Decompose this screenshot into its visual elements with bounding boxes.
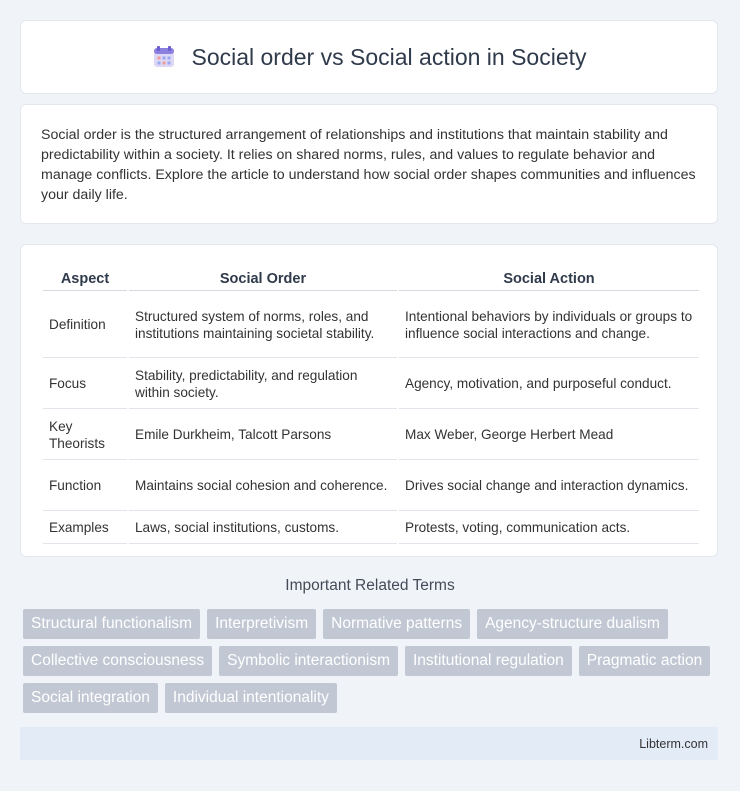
cell-social-order: Maintains social cohesion and coherence. [129, 462, 397, 511]
table-row [43, 360, 699, 409]
footer-site-link[interactable]: Libterm.com [639, 736, 708, 751]
cell-social-action: Intentional behaviors by individuals or groups to influence social interactions and change. [399, 293, 699, 358]
related-term-tag[interactable]: Pragmatic action [579, 646, 710, 676]
related-term-tag[interactable]: Individual intentionality [165, 683, 337, 713]
related-terms-title: Important Related Terms [285, 577, 455, 594]
cell-aspect: Function [43, 462, 127, 511]
table-row [43, 513, 699, 544]
intro-card [20, 104, 718, 224]
cell-social-action: Max Weber, George Herbert Mead [399, 411, 699, 460]
footer [20, 727, 718, 760]
related-term-tag[interactable]: Interpretivism [207, 609, 316, 639]
header-aspect: Aspect [43, 267, 127, 291]
related-term-tag[interactable]: Social integration [23, 683, 158, 713]
table-row [43, 411, 699, 460]
related-term-tag[interactable]: Symbolic interactionism [219, 646, 398, 676]
header-card [20, 20, 718, 94]
header-social-action: Social Action [399, 267, 699, 291]
cell-social-order: Stability, predictability, and regulation within society. [129, 360, 397, 409]
related-term-tag[interactable]: Structural functionalism [23, 609, 200, 639]
table-row [43, 293, 699, 358]
cell-aspect: Focus [43, 360, 127, 409]
page-title: Social order vs Social action in Society [191, 43, 587, 70]
title-wrap [151, 44, 586, 71]
cell-social-order: Laws, social institutions, customs. [129, 513, 397, 544]
intro-text: Social order is the structured arrangement of relationships and institutions that maintain stability and predictability within a society. It relies on shared norms, rules, and values to regulate behavior and manage conflicts. Explore the article to understand how social order shapes communities and influences your daily life. [41, 127, 696, 203]
header-social-order: Social Order [129, 267, 397, 291]
comparison-table [41, 265, 701, 546]
related-term-tag[interactable]: Collective consciousness [23, 646, 212, 676]
cell-social-action: Protests, voting, communication acts. [399, 513, 699, 544]
table-row [43, 462, 699, 511]
related-terms-list [23, 609, 723, 713]
cell-social-action: Drives social change and interaction dynamics. [399, 462, 699, 511]
table-header-row [43, 267, 699, 291]
related-term-tag[interactable]: Normative patterns [323, 609, 470, 639]
cell-aspect: Definition [43, 293, 127, 358]
comparison-table-card [20, 244, 718, 557]
calendar-icon [151, 44, 177, 70]
cell-social-action: Agency, motivation, and purposeful conduct. [399, 360, 699, 409]
related-term-tag[interactable]: Agency-structure dualism [477, 609, 668, 639]
cell-aspect: Examples [43, 513, 127, 544]
related-term-tag[interactable]: Institutional regulation [405, 646, 572, 676]
cell-social-order: Structured system of norms, roles, and institutions maintaining societal stability. [129, 293, 397, 358]
cell-aspect: Key Theorists [43, 411, 127, 460]
cell-social-order: Emile Durkheim, Talcott Parsons [129, 411, 397, 460]
